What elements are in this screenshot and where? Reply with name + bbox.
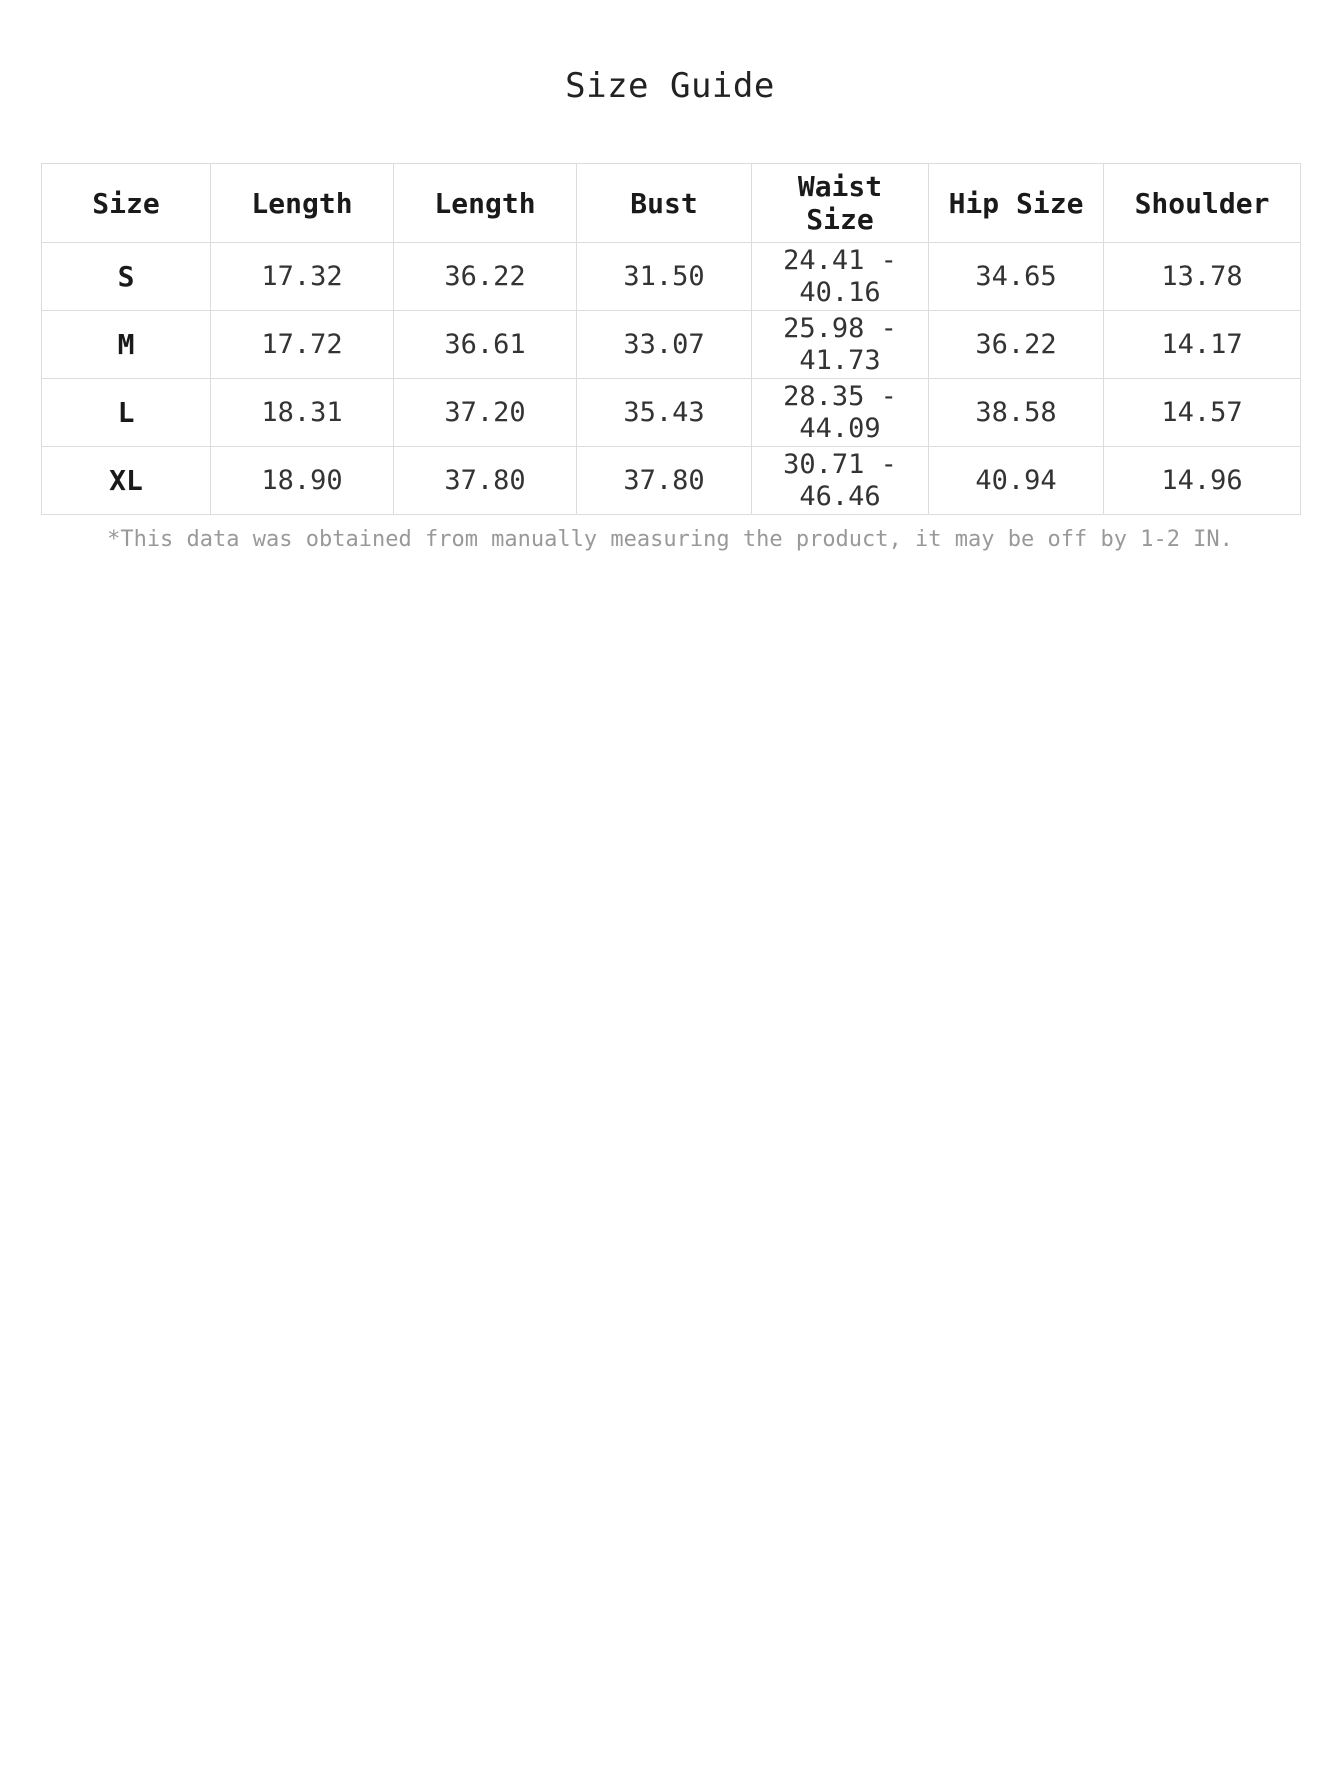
shoulder-cell: 14.17 [1104, 311, 1301, 379]
table-row [42, 447, 1301, 515]
column-header-bust: Bust [577, 164, 752, 243]
shoulder-cell: 13.78 [1104, 243, 1301, 311]
table-row [42, 379, 1301, 447]
shoulder-cell: 14.57 [1104, 379, 1301, 447]
table-row [42, 311, 1301, 379]
bust-cell: 31.50 [577, 243, 752, 311]
column-header-shoulder: Shoulder [1104, 164, 1301, 243]
length-2-cell: 36.61 [394, 311, 577, 379]
hip-size-cell: 34.65 [929, 243, 1104, 311]
waist-size-cell: 28.35 - 44.09 [752, 379, 929, 447]
table-row [42, 243, 1301, 311]
column-header-length: Length [211, 164, 394, 243]
length-2-cell: 37.80 [394, 447, 577, 515]
hip-size-cell: 40.94 [929, 447, 1104, 515]
length-cell: 17.72 [211, 311, 394, 379]
column-header-hip-size: Hip Size [929, 164, 1104, 243]
table-header-row [42, 164, 1301, 243]
length-2-cell: 36.22 [394, 243, 577, 311]
waist-size-cell: 24.41 - 40.16 [752, 243, 929, 311]
size-table [41, 163, 1301, 515]
hip-size-cell: 36.22 [929, 311, 1104, 379]
measurement-note: *This data was obtained from manually measuring the product, it may be off by 1-2 IN. [107, 527, 1233, 552]
size-cell: M [42, 311, 211, 379]
length-2-cell: 37.20 [394, 379, 577, 447]
waist-size-cell: 25.98 - 41.73 [752, 311, 929, 379]
size-cell: L [42, 379, 211, 447]
size-cell: XL [42, 447, 211, 515]
shoulder-cell: 14.96 [1104, 447, 1301, 515]
bust-cell: 35.43 [577, 379, 752, 447]
waist-size-cell: 30.71 - 46.46 [752, 447, 929, 515]
length-cell: 17.32 [211, 243, 394, 311]
hip-size-cell: 38.58 [929, 379, 1104, 447]
length-cell: 18.31 [211, 379, 394, 447]
bust-cell: 37.80 [577, 447, 752, 515]
length-cell: 18.90 [211, 447, 394, 515]
column-header-waist-size: Waist Size [752, 164, 929, 243]
bust-cell: 33.07 [577, 311, 752, 379]
size-cell: S [42, 243, 211, 311]
column-header-size: Size [42, 164, 211, 243]
column-header-length-2: Length [394, 164, 577, 243]
page-title: Size Guide [565, 66, 775, 106]
